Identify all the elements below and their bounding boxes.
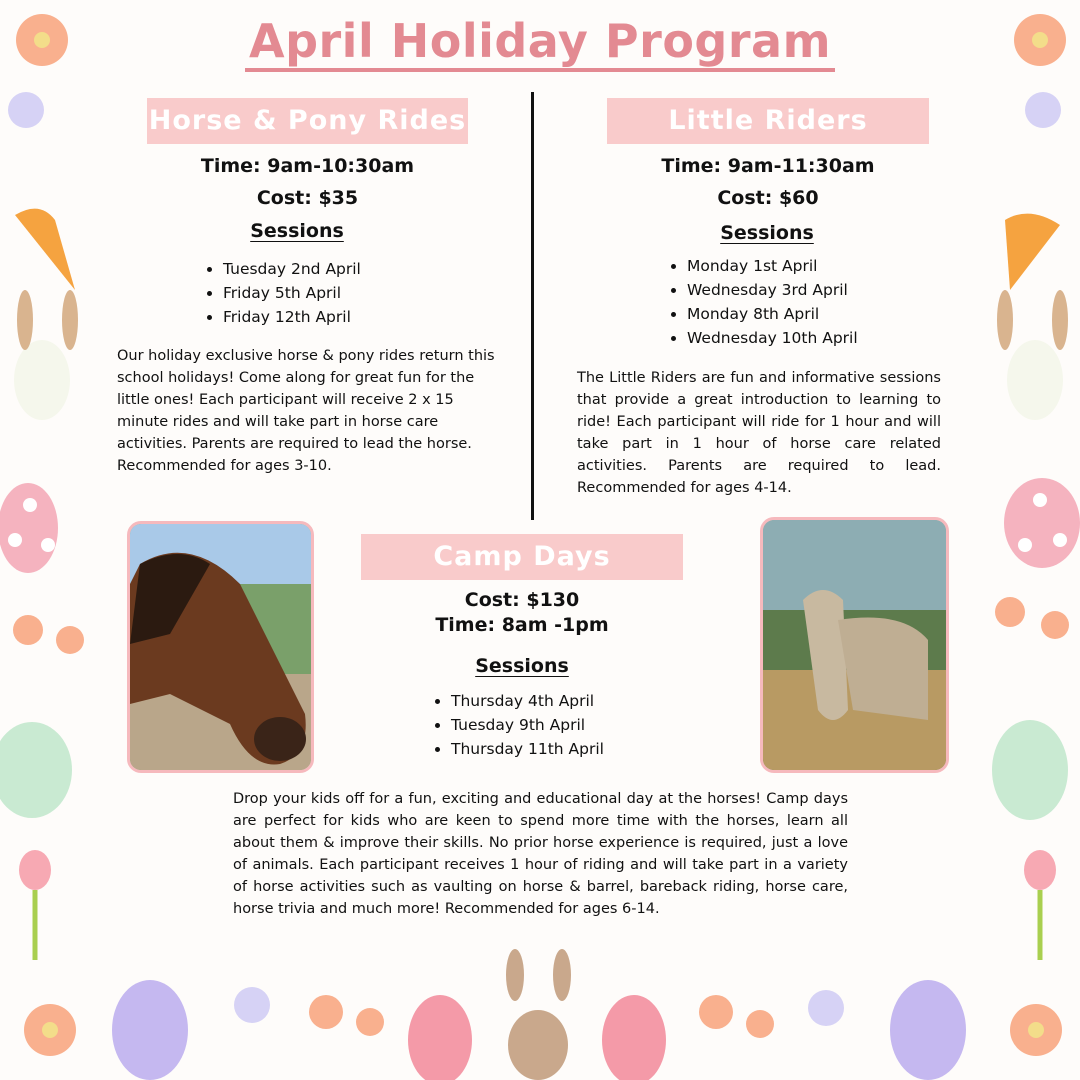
pony-cost: Cost: $35 — [256, 187, 359, 209]
list-item: • Tuesday 2nd April — [223, 257, 361, 281]
list-item: • Monday 1st April — [687, 254, 858, 278]
pony-description: Our holiday exclusive horse & pony rides return this school holidays! Come along for great fun for the little ones! Each participant will receive 2 x 15 minute rides and will take part in horse care activities. Parents are required to lead the horse. Recommended for ages 3-10. — [117, 348, 495, 474]
little-sessions-label: Sessions — [720, 222, 814, 244]
bunny-icon — [14, 290, 1068, 1080]
list-item: • Friday 12th April — [223, 305, 361, 329]
flower-icon — [13, 14, 1069, 1056]
list-item: • Wednesday 10th April — [687, 326, 858, 350]
camp-description: Drop your kids off for a fun, exciting and educational day at the horses! Camp days are perfect for kids who are keen to spend more time with the horses, learn all about them & improve their skills. No prior horse experience is required, just a love of animals. Each participant receives 1 hour of riding and will take part in a variety of horse activities such as vaulting on horse & barrel, bareback riding, horse care, horse trivia and much more! Recommended for ages 6-14. — [233, 791, 848, 917]
carrot-icon — [15, 209, 1060, 290]
pony-time: Time: 9am-10:30am — [200, 155, 415, 177]
flower-icon — [8, 92, 1061, 1026]
tulip-icon — [19, 850, 1056, 960]
little-cost: Cost: $60 — [717, 187, 819, 209]
pony-heading: Horse & Pony Rides — [147, 98, 468, 144]
list-item: • Wednesday 3rd April — [687, 278, 858, 302]
egg-icon — [0, 478, 1080, 1080]
list-item: • Friday 5th April — [223, 281, 361, 305]
little-time: Time: 9am-11:30am — [661, 155, 875, 177]
little-heading: Little Riders — [607, 98, 929, 144]
list-item: • Thursday 11th April — [451, 737, 604, 761]
camp-sessions-label: Sessions — [475, 655, 569, 677]
page-title: April Holiday Program — [0, 14, 1080, 68]
little-description: The Little Riders are fun and informative sessions that provide a great introduction to learning to ride! Each participant will ride for 1 hour and will take part in 1 hour of horse care related activities. Parents are required to lead. Recommended for ages 4-14. — [577, 370, 941, 496]
list-item: • Tuesday 9th April — [451, 713, 604, 737]
list-item: • Thursday 4th April — [451, 689, 604, 713]
camp-heading: Camp Days — [361, 534, 683, 580]
list-item: • Monday 8th April — [687, 302, 858, 326]
camp-cost: Cost: $130 — [464, 589, 580, 611]
pony-sessions-label: Sessions — [250, 220, 344, 242]
camp-time: Time: 8am -1pm — [435, 614, 609, 636]
